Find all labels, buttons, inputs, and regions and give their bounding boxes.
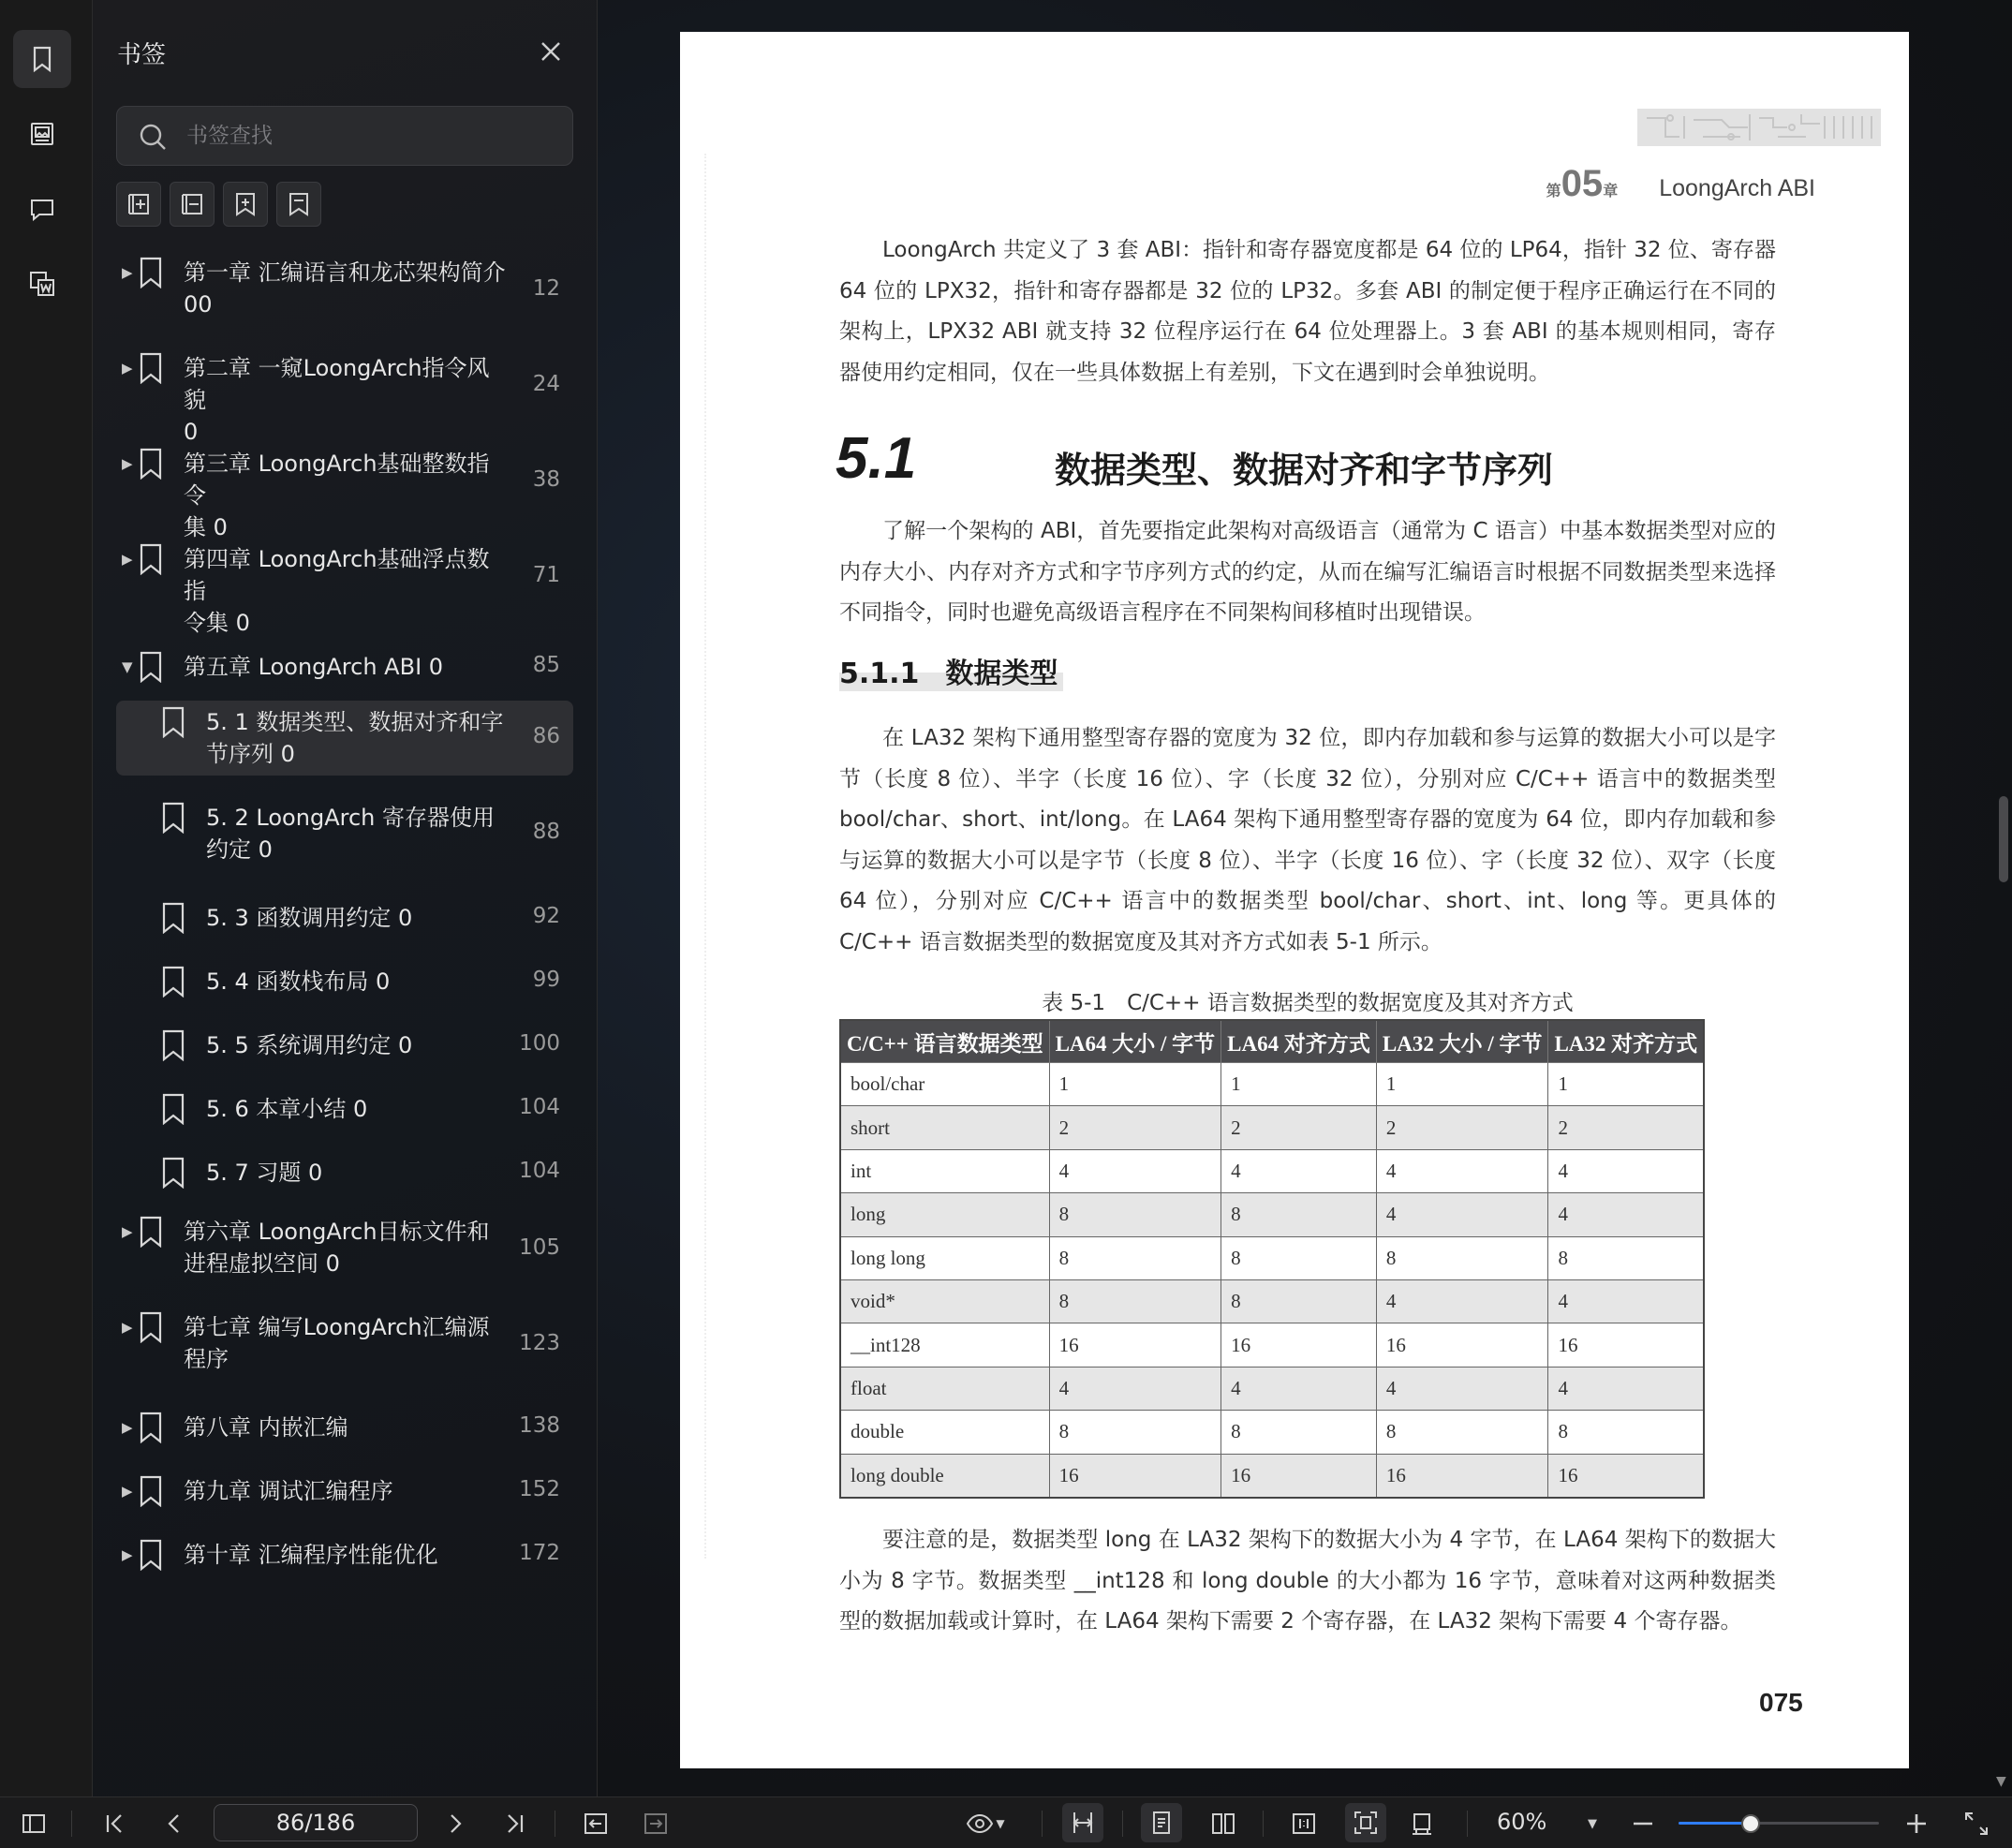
rotate-page-icon [1408,1810,1436,1838]
table-cell: float [840,1367,1049,1410]
bookmark-label: 5. 1 数据类型、数据对齐和字 节序列 0 [206,709,504,767]
search-icon [138,122,168,152]
divider [1122,1811,1123,1837]
table-row [840,1454,1704,1498]
table-cell: 8 [1221,1193,1377,1236]
bookmark-label: 第十章 汇编程序性能优化 [184,1542,438,1568]
chapter-number: 05 [1561,163,1604,204]
table-row [840,1323,1704,1367]
bookmark-page-number: 104 [519,1095,560,1119]
table-cell: 4 [1548,1149,1704,1192]
bookmark-icon [161,1029,185,1061]
last-page-button[interactable] [500,1809,530,1839]
bookmark-icon [27,44,57,74]
bookmark-tools [116,182,321,227]
single-page-button[interactable] [1141,1803,1182,1842]
fullscreen-button[interactable] [1961,1809,1991,1839]
actual-size-icon [1290,1810,1318,1838]
table-cell: 4 [1221,1367,1377,1410]
forward-icon [642,1810,670,1838]
bookmark-chapter[interactable] [116,442,573,540]
chevron-left-icon [160,1810,188,1838]
bookmark-section[interactable] [116,1146,573,1199]
bookmark-label: 第七章 编写LoongArch汇编源 程序 [184,1314,490,1372]
bookmark-icon [139,651,163,683]
running-header [680,163,1815,205]
bookmark-label: 第八章 内嵌汇编 [184,1414,348,1441]
toggle-sidebar-button[interactable] [19,1809,49,1839]
bookmark-icon [139,1216,163,1248]
table-row [840,1279,1704,1323]
table-cell: 2 [1548,1106,1704,1149]
table-cell: 8 [1049,1411,1221,1454]
table-cell: 4 [1376,1279,1548,1323]
table-cell: 16 [1376,1454,1548,1498]
zoom-slider-handle[interactable] [1741,1814,1760,1833]
table-cell: 16 [1221,1323,1377,1367]
table-cell: 8 [1049,1236,1221,1279]
table-cell: 1 [1548,1063,1704,1106]
last-page-icon [501,1810,529,1838]
chapter-suffix: 章 [1603,184,1619,200]
table-cell: 4 [1548,1367,1704,1410]
subsection-title: 数据类型 [945,658,1058,690]
caret-right-icon[interactable]: ▶ [122,264,133,281]
actual-size-button[interactable] [1289,1809,1319,1839]
table-cell: 4 [1548,1279,1704,1323]
bookmark-search-input[interactable] [185,116,563,155]
bookmark-icon [139,448,163,480]
back-icon [582,1810,610,1838]
caret-right-icon[interactable]: ▶ [122,1223,133,1240]
bookmark-icon [161,1093,185,1125]
bookmark-icon [161,706,185,738]
bookmark-label: 第九章 调试汇编程序 [184,1478,393,1504]
fit-width-icon [1069,1809,1097,1837]
caret-right-icon[interactable]: ▶ [122,1419,133,1436]
fit-width-button[interactable] [1062,1803,1103,1842]
table-header-cell: LA64 对齐方式 [1221,1020,1377,1063]
table-header-cell: LA32 对齐方式 [1548,1020,1704,1063]
fullscreen-icon [1962,1810,1990,1838]
table-cell: 8 [1221,1236,1377,1279]
bookmark-label: 5. 6 本章小结 0 [206,1096,368,1122]
table-row [840,1367,1704,1410]
zoom-in-button[interactable] [1901,1809,1931,1839]
table-cell: void* [840,1279,1049,1323]
fit-page-button[interactable] [1345,1803,1386,1842]
table-cell: 16 [1049,1323,1221,1367]
closing-paragraph: 要注意的是，数据类型 long 在 LA32 架构下的数据大小为 4 字节，在 LA64 架构下的数据大小为 8 字节。数据类型 __int128 和 long double 的大小都为 16 字节，意味着对这两种数据类型的数据加载或计算时，在 LA64 架构下需要 2 个寄存器，在 LA32 架构下需要 4 个寄存器。 [839,1528,1776,1634]
bookmark-label: 第四章 LoongArch基础浮点数指 令集 0 [184,546,490,636]
first-page-icon [100,1810,128,1838]
margin-guide [704,154,708,1559]
table-cell: 16 [1376,1323,1548,1367]
table-cell: bool/char [840,1063,1049,1106]
table-cell: 2 [1049,1106,1221,1149]
chapter-title: LoongArch ABI [1659,175,1815,201]
bookmark-search[interactable] [116,106,573,166]
bookmark-page-number: 104 [519,1159,560,1183]
section-paragraph: 了解一个架构的 ABI，首先要指定此架构对高级语言（通常为 C 语言）中基本数据类型对应的内存大小、内存对齐方式和字节序列方式的约定，从而在编写汇编语言时根据不同数据类型来选择不同指令，同时也避免高级语言程序在不同架构间移植时出现错误。 [839,519,1776,625]
add-bookmark-icon [231,190,259,218]
zoom-out-button[interactable] [1628,1809,1658,1839]
next-page-button[interactable] [440,1809,470,1839]
bookmark-label: 第五章 LoongArch ABI 0 [184,654,444,680]
add-bookmark-button[interactable] [223,182,268,227]
document-page [680,32,1909,1768]
bookmark-chapter[interactable] [116,1306,573,1384]
table-cell: 4 [1376,1193,1548,1236]
bookmark-page-number: 88 [532,820,560,844]
table-header-cell: C/C++ 语言数据类型 [840,1020,1049,1063]
bookmark-page-number: 85 [532,653,560,677]
table-cell: 4 [1221,1149,1377,1192]
caret-down-icon[interactable]: ▼ [122,658,133,675]
zoom-slider[interactable] [1679,1822,1879,1825]
subsection-number: 5.1.1 [839,658,920,690]
bookmark-page-number: 71 [532,563,560,587]
bookmark-label: 5. 3 函数调用约定 0 [206,905,413,931]
table-cell: 8 [1221,1411,1377,1454]
comment-icon [27,194,57,224]
bookmark-label: 5. 4 函数栈布局 0 [206,968,391,995]
bookmark-icon [139,543,163,575]
table-header-cell: LA32 大小 / 字节 [1376,1020,1548,1063]
table-cell: 8 [1376,1236,1548,1279]
chapter-prefix: 第 [1546,184,1561,200]
intro-paragraph: LoongArch 共定义了 3 套 ABI：指针和寄存器宽度都是 64 位的 LP64，指针 32 位、寄存器 64 位的 LPX32，指针和寄存器都是 32 位的 LP32。多套 ABI 的制定便于程序正确运行在不同的架构上，LPX32 ABI 就支持 32 位程序运行在 64 位处理器上。3 套 ABI 的基本规则相同，寄存器使用约定相同，仅在一些具体数据上有差别，下文在遇到时会单独说明。 [839,238,1776,385]
bookmark-label: 5. 7 习题 0 [206,1160,323,1186]
table-caption: 表 5-1 C/C++ 语言数据类型的数据宽度及其对齐方式 [1042,991,1574,1015]
word-convert-tab[interactable] [13,255,71,313]
sidebar-icon [20,1810,48,1838]
double-page-button[interactable] [1208,1809,1238,1839]
eye-protection-menu[interactable] [959,1809,1012,1839]
bookmark-icon [139,1311,163,1343]
table-cell: 4 [1376,1149,1548,1192]
table-cell: 16 [1221,1454,1377,1498]
bookmark-chapter[interactable] [116,538,573,636]
plus-icon [1902,1810,1931,1838]
bookmark-section[interactable] [116,796,573,871]
bookmark-chapter[interactable] [116,1210,573,1289]
bookmark-icon [139,1539,163,1571]
table-cell: 4 [1376,1367,1548,1410]
table-cell: 16 [1049,1454,1221,1498]
chevron-right-icon [441,1810,469,1838]
caret-right-icon[interactable]: ▶ [122,1546,133,1563]
table-cell: long double [840,1454,1049,1498]
comments-tab[interactable] [13,180,71,238]
caret-right-icon[interactable]: ▶ [122,360,133,377]
bookmark-label: 第三章 LoongArch基础整数指令 集 0 [184,451,490,540]
bookmark-label: 5. 5 系统调用约定 0 [206,1032,413,1058]
bookmark-chapter[interactable] [116,1401,573,1454]
table-cell: 2 [1376,1106,1548,1149]
table-cell: __int128 [840,1323,1049,1367]
bookmark-label: 第六章 LoongArch目标文件和 进程虚拟空间 0 [184,1219,490,1277]
bottom-toolbar [0,1796,2012,1848]
bookmark-manage-button[interactable] [276,182,321,227]
bookmark-chapter[interactable] [116,1529,573,1581]
bookmark-page-number: 123 [519,1331,560,1355]
table-cell: 8 [1548,1411,1704,1454]
bookmark-icon [161,802,185,834]
table-row [840,1149,1704,1192]
table-cell: 1 [1049,1063,1221,1106]
minus-icon [1629,1810,1657,1838]
bookmark-page-number: 24 [532,372,560,396]
table-cell: 1 [1376,1063,1548,1106]
divider [1467,1811,1468,1837]
table-cell: long long [840,1236,1049,1279]
eye-icon [966,1810,994,1838]
bookmark-page-number: 172 [519,1541,560,1565]
single-page-icon [1147,1809,1176,1837]
section-number: 5.1 [836,426,917,491]
section-title: 数据类型、数据对齐和字节序列 [1055,450,1554,491]
rotate-button[interactable] [1407,1809,1437,1839]
document-viewer[interactable] [598,0,2012,1796]
table-row [840,1236,1704,1279]
panel-title: 书签 [117,41,167,69]
subsection-heading [839,650,1063,691]
bookmark-page-number: 86 [532,724,560,748]
bookmark-panel [93,0,598,1796]
bookmark-page-number: 92 [532,904,560,928]
bookmark-section[interactable] [116,955,573,1008]
zoom-slider-fill [1679,1822,1749,1825]
table-cell: 4 [1548,1193,1704,1236]
previous-page-button[interactable] [159,1809,189,1839]
bookmark-chapter[interactable] [116,347,573,445]
divider [1042,1811,1043,1837]
zoom-dropdown[interactable] [1577,1809,1607,1839]
table-cell: double [840,1411,1049,1454]
bookmark-section[interactable] [116,1083,573,1135]
table-row [840,1411,1704,1454]
left-icon-rail [0,0,93,1796]
table-cell: 8 [1049,1193,1221,1236]
page-number: 075 [1759,1688,1803,1717]
caret-right-icon[interactable]: ▶ [122,455,133,472]
table-row [840,1063,1704,1106]
table-cell: int [840,1149,1049,1192]
table-cell: 4 [1049,1367,1221,1410]
bookmark-section[interactable] [116,701,573,776]
bookmark-icon [139,352,163,384]
divider [71,1811,72,1837]
table-cell: 8 [1376,1411,1548,1454]
bookmark-page-number: 99 [532,968,560,992]
fit-page-icon [1352,1809,1380,1837]
bookmark-icon [139,257,163,288]
table-cell: short [840,1106,1049,1149]
expand-all-button[interactable] [116,182,161,227]
bookmark-page-number: 152 [519,1477,560,1501]
table-cell: long [840,1193,1049,1236]
double-page-icon [1209,1810,1237,1838]
zoom-level[interactable]: 60% [1497,1809,1547,1835]
table-cell: 4 [1049,1149,1221,1192]
bookmark-icon [139,1475,163,1507]
table-header-cell: LA64 大小 / 字节 [1049,1020,1221,1063]
bookmark-icon [139,1412,163,1443]
chevron-down-icon: ▼ [1588,1816,1597,1831]
table-cell: 2 [1221,1106,1377,1149]
chevron-down-icon: ▼ [996,1817,1005,1830]
table-row [840,1193,1704,1236]
thumbnails-tab[interactable] [13,105,71,163]
bookmark-page-number: 12 [532,276,560,301]
page-number-input[interactable]: 86/186 [214,1804,418,1841]
bookmark-section[interactable] [116,1019,573,1072]
vertical-scrollbar[interactable] [1999,796,2008,882]
bookmark-icon [161,902,185,934]
bookmark-icon [161,966,185,998]
bookmark-page-number: 138 [519,1413,560,1438]
image-icon [27,119,57,149]
table-cell: 8 [1049,1279,1221,1323]
back-button[interactable] [581,1809,611,1839]
bookmark-label: 5. 2 LoongArch 寄存器使用 约定 0 [206,805,495,863]
caret-right-icon[interactable]: ▶ [122,551,133,568]
bookmark-chapter[interactable] [116,1465,573,1517]
bookmark-label: 第一章 汇编语言和龙芯架构简介 00 [184,259,506,318]
bookmark-icon [161,1157,185,1189]
table-row [840,1106,1704,1149]
scroll-down-arrow[interactable]: ▼ [1996,1774,2006,1789]
collapse-all-icon [178,190,206,218]
bookmark-label: 第二章 一窥LoongArch指令风貌 0 [184,355,490,445]
caret-right-icon[interactable]: ▶ [122,1483,133,1500]
bookmark-page-number: 100 [519,1031,560,1056]
data-type-table [839,1019,1705,1499]
subsection-paragraph: 在 LA32 架构下通用整型寄存器的宽度为 32 位，即内存加载和参与运算的数据大小可以是字节（长度 8 位）、半字（长度 16 位）、字（长度 32 位），分别对应 C/C++ 语言中的数据类型 bool/char、short、int/long。在 LA64 架构下通用整型寄存器的宽度为 64 位，即内存加载和参与运算的数据大小可以是字节（长度 8 位）、半字（长度 16 位）、字（长度 32 位）、双字（长度 64 位），分别对应 C/C++ 语言中的数据类型 bool/char、short、int、long 等。更具体的 C/C++ 语言数据类型的数据宽度及其对齐方式如表 5-1 所示。 [839,726,1776,954]
bookmarks-tab[interactable] [13,30,71,88]
bookmark-page-number: 38 [532,467,560,492]
bookmark-chapter[interactable] [116,639,573,695]
divider [1263,1811,1264,1837]
bookmark-chapter[interactable] [116,251,573,330]
collapse-all-button[interactable] [170,182,215,227]
table-cell: 16 [1548,1323,1704,1367]
document-convert-icon [27,269,57,299]
table-cell: 8 [1548,1236,1704,1279]
circuit-decoration [1637,109,1881,146]
table-cell: 1 [1221,1063,1377,1106]
table-cell: 16 [1548,1454,1704,1498]
close-icon[interactable] [537,37,565,66]
bookmark-outline-icon [285,190,313,218]
table-cell: 8 [1221,1279,1377,1323]
forward-button[interactable] [641,1809,671,1839]
bookmark-section[interactable] [116,892,573,944]
first-page-button[interactable] [99,1809,129,1839]
bookmark-page-number: 105 [519,1235,560,1260]
expand-all-icon [125,190,153,218]
caret-right-icon[interactable]: ▶ [122,1319,133,1336]
